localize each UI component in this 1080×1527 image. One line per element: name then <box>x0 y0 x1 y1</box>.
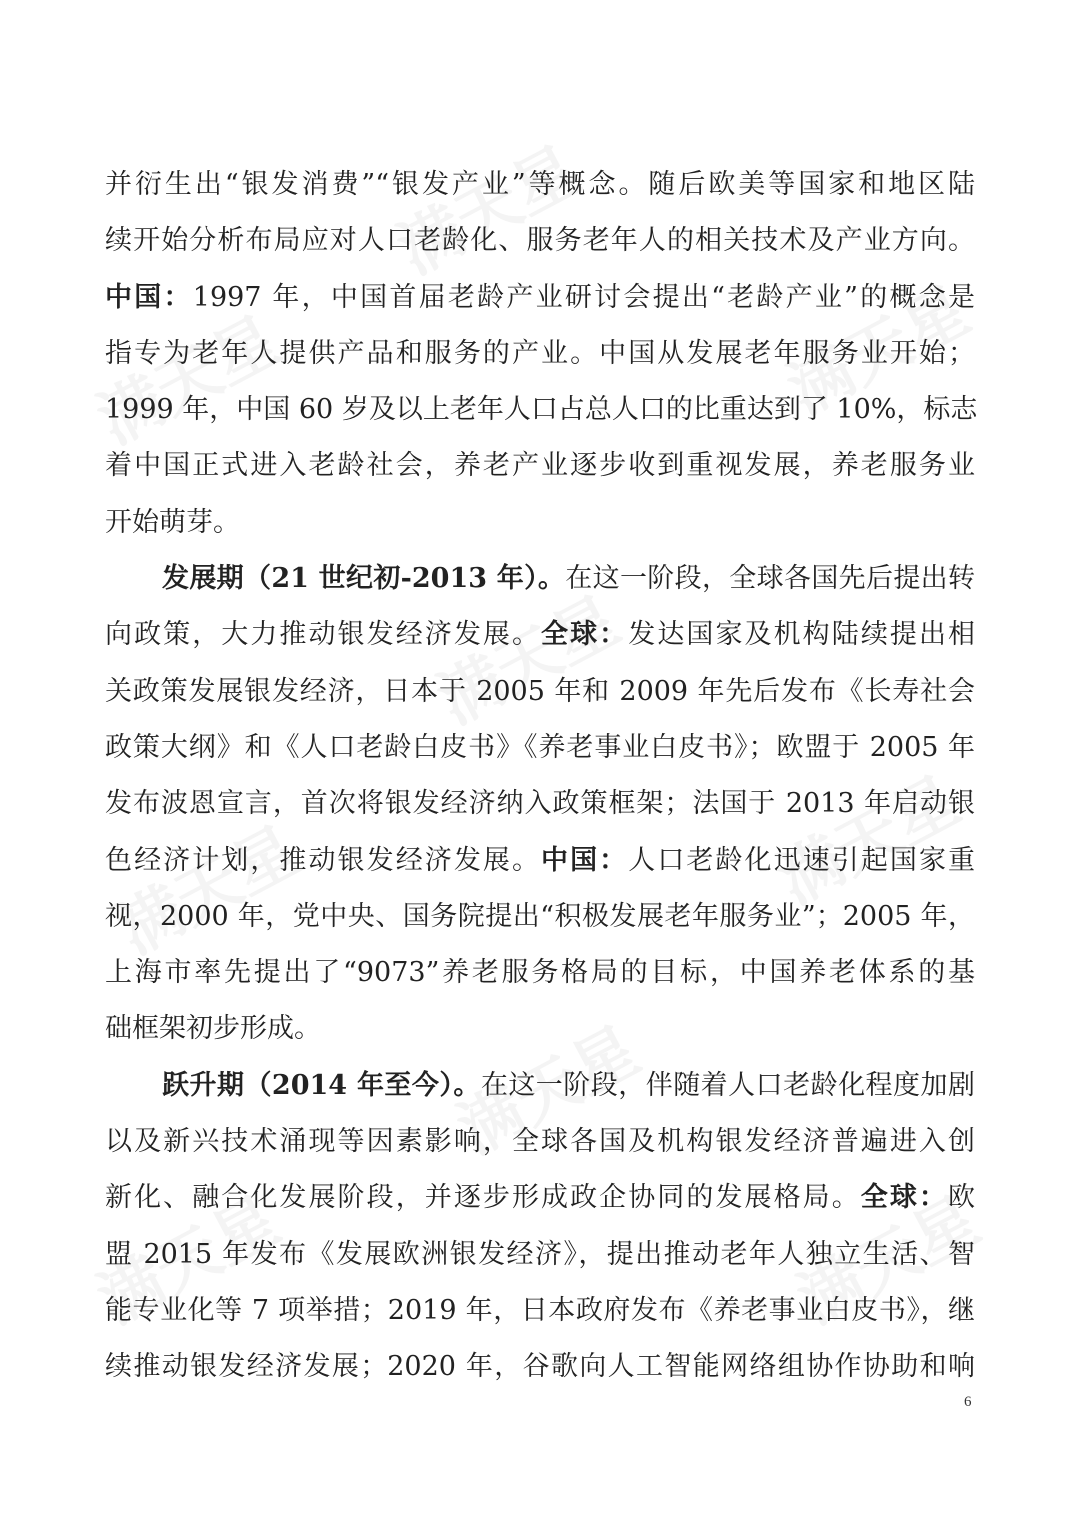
text-line <box>105 270 975 326</box>
text-line <box>105 945 975 1001</box>
text-line <box>105 776 975 832</box>
text-line <box>105 1114 975 1170</box>
page-number: 6 <box>964 1394 972 1410</box>
bold-heading-text: 发展期（21 世纪初-2013 年）。 <box>162 563 566 595</box>
body-text: 1999 年，中国 60 岁及以上老年人口占总人口的比重达到了 10%，标志 <box>105 394 978 426</box>
paragraph <box>105 157 978 551</box>
body-text: 着中国正式进入老龄社会，养老产业逐步收到重视发展，养老服务业 <box>105 450 975 482</box>
text-line <box>105 213 975 269</box>
bold-heading-text: 中国： <box>541 844 629 876</box>
document-body <box>105 157 978 1396</box>
body-text: 续开始分析布局应对人口老龄化、服务老年人的相关技术及产业方向。 <box>105 225 975 257</box>
text-line <box>105 157 975 213</box>
body-text: 新化、融合化发展阶段，并逐步形成政企协同的发展格局。 <box>105 1182 861 1214</box>
body-text: 上海市率先提出了“9073”养老服务格局的目标，中国养老体系的基 <box>105 957 975 989</box>
text-line <box>105 607 975 663</box>
paragraph <box>105 551 975 1058</box>
text-line <box>105 889 975 945</box>
body-text: 盟 2015 年发布《发展欧洲银发经济》，提出推动老年人独立生活、智 <box>105 1238 975 1270</box>
text-line <box>105 495 975 551</box>
body-text: 视，2000 年，党中央、国务院提出“积极发展老年服务业”；2005 年， <box>105 900 975 932</box>
bold-heading-text: 全球： <box>541 619 629 651</box>
body-text: 政策大纲》和《人口老龄白皮书》《养老事业白皮书》；欧盟于 2005 年 <box>105 731 975 763</box>
text-line <box>105 1058 975 1114</box>
body-text: 开始萌芽。 <box>105 506 240 538</box>
bold-heading-text: 全球： <box>860 1182 949 1214</box>
body-text: 续推动银发经济发展；2020 年，谷歌向人工智能网络组协作协助和响 <box>105 1351 975 1383</box>
body-text: 向政策，大力推动银发经济发展。 <box>105 619 542 651</box>
body-text: 能专业化等 7 项举措；2019 年，日本政府发布《养老事业白皮书》，继 <box>105 1294 975 1326</box>
body-text: 色经济计划，推动银发经济发展。 <box>105 844 542 876</box>
bold-heading-text: 跃升期（2014 年至今）。 <box>162 1069 481 1101</box>
text-line <box>105 438 975 494</box>
text-line <box>105 551 975 607</box>
body-text: 并衍生出“银发消费”“银发产业”等概念。随后欧美等国家和地区陆 <box>105 169 975 200</box>
bold-heading-text: 中国： <box>105 281 193 313</box>
body-text: 础框架初步形成。 <box>105 1013 321 1045</box>
body-text: 指专为老年人提供产品和服务的产业。中国从发展老年服务业开始； <box>105 337 975 369</box>
text-line <box>105 1227 975 1283</box>
text-line <box>105 382 978 438</box>
body-text: 在这一阶段，全球各国先后提出转 <box>565 563 976 595</box>
body-text: 以及新兴技术涌现等因素影响，全球各国及机构银发经济普遍进入创 <box>105 1126 975 1158</box>
text-line <box>105 1283 975 1339</box>
text-line <box>105 833 975 889</box>
text-line <box>105 1339 975 1395</box>
body-text: 关政策发展银发经济，日本于 2005 年和 2009 年先后发布《长寿社会 <box>105 675 975 707</box>
body-text: 在这一阶段，伴随着人口老龄化程度加剧 <box>480 1069 975 1101</box>
text-line <box>105 326 975 382</box>
text-line <box>105 664 975 720</box>
paragraph <box>105 1058 975 1396</box>
body-text: 发达国家及机构陆续提出相 <box>628 619 976 651</box>
text-line <box>105 1170 975 1226</box>
text-line <box>105 1001 975 1057</box>
body-text: 1997 年，中国首届老龄产业研讨会提出“老龄产业”的概念是 <box>192 281 976 313</box>
body-text: 人口老龄化迅速引起国家重 <box>628 844 976 876</box>
body-text: 发布波恩宣言，首次将银发经济纳入政策框架；法国于 2013 年启动银 <box>105 788 975 820</box>
body-text: 欧 <box>948 1182 976 1214</box>
text-line <box>105 720 975 776</box>
